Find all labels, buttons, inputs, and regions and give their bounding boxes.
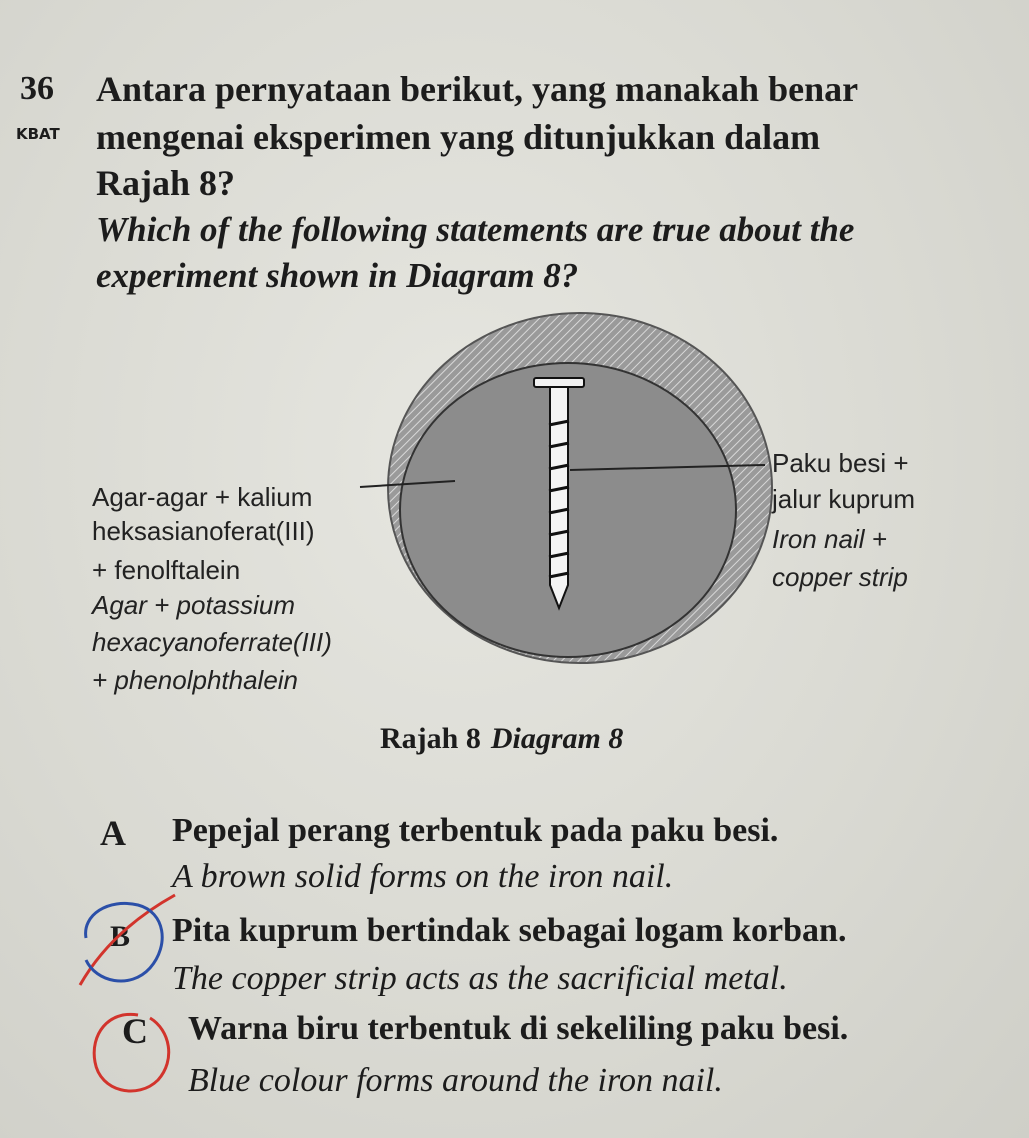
- right-label-line-1: Paku besi +: [772, 448, 909, 478]
- question-number: 36: [20, 70, 54, 107]
- option-b-letter[interactable]: B: [110, 920, 131, 953]
- diagram-caption-malay: Rajah 8: [380, 722, 481, 755]
- question-english-line-2: experiment shown in Diagram 8?: [96, 256, 579, 295]
- option-b-english[interactable]: The copper strip acts as the sacrificial metal.: [172, 960, 788, 997]
- left-label-line-6: + phenolphthalein: [92, 665, 299, 695]
- question-malay-line-2: mengenai eksperimen yang ditunjukkan dalam: [96, 117, 821, 157]
- left-label-line-2: heksasianoferat(III): [92, 516, 315, 546]
- option-c-english[interactable]: Blue colour forms around the iron nail.: [188, 1062, 723, 1099]
- question-malay-line-1: Antara pernyataan berikut, yang manakah benar: [96, 69, 859, 109]
- question-malay-line-3: Rajah 8?: [96, 163, 236, 203]
- option-c-letter[interactable]: C: [122, 1011, 148, 1051]
- kbat-tag: KBAT: [16, 125, 60, 143]
- right-label-line-4: copper strip: [772, 562, 908, 592]
- left-label-line-3: + fenolftalein: [92, 555, 241, 585]
- option-a-english[interactable]: A brown solid forms on the iron nail.: [172, 858, 674, 895]
- option-b-malay[interactable]: Pita kuprum bertindak sebagai logam korban.: [172, 912, 847, 949]
- right-label-line-2: jalur kuprum: [772, 484, 916, 514]
- left-label-line-1: Agar-agar + kalium: [92, 482, 313, 512]
- right-label-line-3: Iron nail +: [772, 524, 887, 554]
- option-a-letter[interactable]: A: [100, 813, 126, 853]
- left-label-line-5: hexacyanoferrate(III): [92, 627, 332, 657]
- diagram-caption-english: Diagram 8: [490, 722, 624, 755]
- left-label-line-4: Agar + potassium: [92, 590, 296, 620]
- option-a-malay[interactable]: Pepejal perang terbentuk pada paku besi.: [172, 812, 779, 849]
- diagram-caption: [380, 722, 623, 756]
- question-english-line-1: Which of the following statements are true about the: [96, 210, 855, 249]
- option-c-malay[interactable]: Warna biru terbentuk di sekeliling paku besi.: [188, 1010, 849, 1047]
